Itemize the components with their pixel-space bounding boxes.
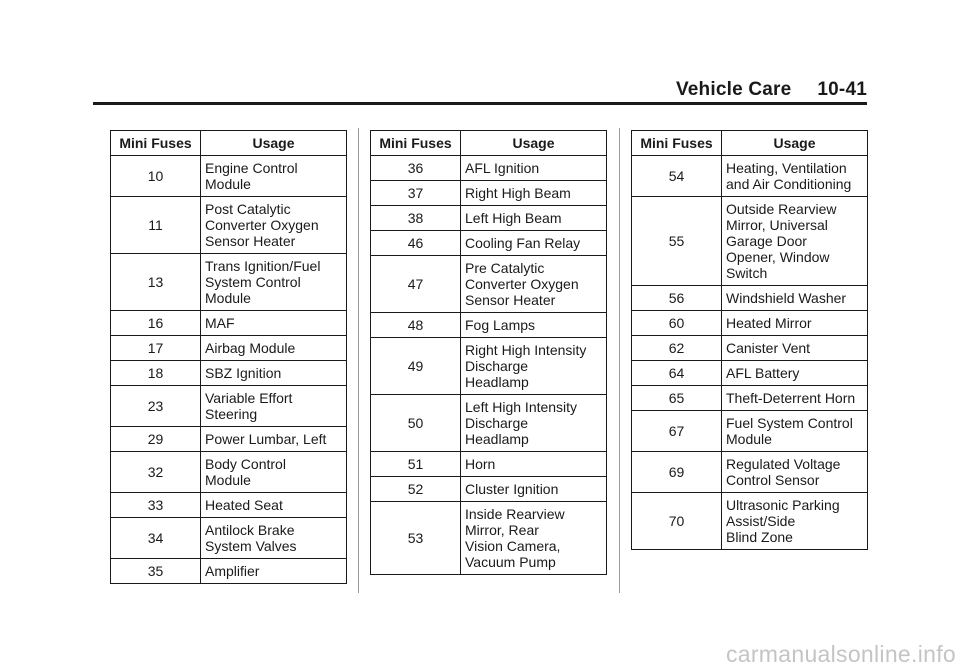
fuse-number: 53 <box>371 502 461 575</box>
table-row <box>371 502 607 575</box>
fuse-usage <box>201 427 347 452</box>
usage-line: SBZ Ignition <box>205 365 282 381</box>
usage-line: Engine Control <box>205 160 298 176</box>
fuse-usage <box>461 477 607 502</box>
usage-line: Sensor Heater <box>465 292 556 308</box>
usage-line: Left High Beam <box>465 210 562 226</box>
fuse-usage <box>461 395 607 452</box>
usage-line: System Valves <box>205 538 297 554</box>
usage-line: Blind Zone <box>726 529 793 545</box>
usage-line: MAF <box>205 315 235 331</box>
usage-line: Windshield Washer <box>726 290 847 306</box>
column-header-fuse: Mini Fuses <box>111 131 201 156</box>
table-header-row <box>632 131 868 156</box>
usage-line: Body Control <box>205 456 286 472</box>
usage-line: Regulated Voltage <box>726 456 841 472</box>
fuse-usage <box>722 197 868 286</box>
usage-line: Post Catalytic <box>205 201 291 217</box>
fuse-usage <box>722 311 868 336</box>
table-row <box>632 493 868 550</box>
table-row <box>111 427 347 452</box>
table-row <box>111 311 347 336</box>
usage-line: Airbag Module <box>205 340 296 356</box>
usage-line: Discharge <box>465 415 529 431</box>
usage-line: Headlamp <box>465 431 529 447</box>
page-number: 10-41 <box>817 79 867 100</box>
usage-line: Fog Lamps <box>465 317 536 333</box>
usage-line: Switch <box>726 265 768 281</box>
table-row <box>371 395 607 452</box>
watermark: carmanualsonline.info <box>725 641 956 667</box>
usage-line: Converter Oxygen <box>205 217 319 233</box>
usage-line: Theft-Deterrent Horn <box>726 390 856 406</box>
fuse-usage <box>722 156 868 197</box>
usage-line: Amplifier <box>205 563 260 579</box>
usage-line: Horn <box>465 456 496 472</box>
usage-line: Module <box>205 472 251 488</box>
fuse-number: 52 <box>371 477 461 502</box>
fuse-usage <box>461 313 607 338</box>
fuse-number: 47 <box>371 256 461 313</box>
usage-line: Heating, Ventilation <box>726 160 847 176</box>
column-header-usage: Usage <box>461 131 607 156</box>
usage-line: Right High Intensity <box>465 342 587 358</box>
fuse-usage <box>461 256 607 313</box>
table-row <box>632 361 868 386</box>
table-row <box>111 452 347 493</box>
fuse-usage <box>201 559 347 584</box>
column-divider <box>358 128 359 593</box>
table-row <box>632 286 868 311</box>
fuse-usage <box>722 361 868 386</box>
fuse-number: 35 <box>111 559 201 584</box>
fuse-number: 70 <box>632 493 722 550</box>
table-row <box>632 336 868 361</box>
table-row <box>632 452 868 493</box>
fuse-number: 23 <box>111 386 201 427</box>
table-row <box>111 518 347 559</box>
usage-line: Opener, Window <box>726 249 830 265</box>
fuse-usage <box>461 231 607 256</box>
header-rule <box>93 102 867 105</box>
fuse-number: 34 <box>111 518 201 559</box>
usage-line: Headlamp <box>465 374 529 390</box>
fuse-usage <box>461 181 607 206</box>
usage-line: Sensor Heater <box>205 233 296 249</box>
fuse-number: 17 <box>111 336 201 361</box>
column-header-usage: Usage <box>722 131 868 156</box>
usage-line: Heated Seat <box>205 497 283 513</box>
fuse-number: 50 <box>371 395 461 452</box>
usage-line: Inside Rearview <box>465 506 565 522</box>
column-header-fuse: Mini Fuses <box>632 131 722 156</box>
table-row <box>371 477 607 502</box>
fuse-usage <box>201 493 347 518</box>
fuse-usage <box>201 197 347 254</box>
table-row <box>111 361 347 386</box>
fuse-usage <box>722 336 868 361</box>
fuse-number: 67 <box>632 411 722 452</box>
table-header-row <box>111 131 347 156</box>
fuse-number: 60 <box>632 311 722 336</box>
usage-line: Variable Effort <box>205 390 293 406</box>
table-row <box>371 206 607 231</box>
page-header <box>676 79 867 101</box>
fuse-usage <box>722 386 868 411</box>
fuse-number: 33 <box>111 493 201 518</box>
usage-line: Module <box>726 431 772 447</box>
fuse-usage <box>461 338 607 395</box>
usage-line: Left High Intensity <box>465 399 578 415</box>
fuse-usage <box>201 518 347 559</box>
fuse-number: 32 <box>111 452 201 493</box>
usage-line: Pre Catalytic <box>465 260 545 276</box>
table-row <box>371 338 607 395</box>
usage-line: Right High Beam <box>465 185 571 201</box>
fuse-usage <box>722 411 868 452</box>
fuse-usage <box>201 361 347 386</box>
column-divider <box>619 128 620 593</box>
usage-line: Cluster Ignition <box>465 481 559 497</box>
usage-line: Fuel System Control <box>726 415 853 431</box>
fuse-number: 36 <box>371 156 461 181</box>
fuse-usage <box>461 502 607 575</box>
table-row <box>632 411 868 452</box>
fuse-number: 51 <box>371 452 461 477</box>
fuse-number: 11 <box>111 197 201 254</box>
usage-line: Vacuum Pump <box>465 554 556 570</box>
fuse-number: 16 <box>111 311 201 336</box>
usage-line: Module <box>205 176 251 192</box>
fuse-usage <box>201 254 347 311</box>
usage-line: Heated Mirror <box>726 315 812 331</box>
usage-line: Trans Ignition/Fuel <box>205 258 321 274</box>
fuse-number: 29 <box>111 427 201 452</box>
usage-line: Power Lumbar, Left <box>205 431 327 447</box>
fuse-number: 18 <box>111 361 201 386</box>
table-row <box>632 311 868 336</box>
fuse-usage <box>722 452 868 493</box>
table-row <box>111 197 347 254</box>
table-row <box>111 156 347 197</box>
usage-line: Mirror, Universal <box>726 217 828 233</box>
table-row <box>111 493 347 518</box>
mini-fuses-table-3 <box>631 130 868 550</box>
fuse-number: 69 <box>632 452 722 493</box>
table-row <box>111 254 347 311</box>
fuse-number: 13 <box>111 254 201 311</box>
fuse-usage <box>461 206 607 231</box>
usage-line: Ultrasonic Parking <box>726 497 840 513</box>
usage-line: Canister Vent <box>726 340 811 356</box>
usage-line: Garage Door <box>726 233 807 249</box>
fuse-usage <box>461 156 607 181</box>
fuse-usage <box>201 452 347 493</box>
fuse-number: 56 <box>632 286 722 311</box>
usage-line: Mirror, Rear <box>465 522 539 538</box>
table-row <box>371 452 607 477</box>
fuse-number: 38 <box>371 206 461 231</box>
usage-line: Converter Oxygen <box>465 276 579 292</box>
table-row <box>371 256 607 313</box>
fuse-number: 37 <box>371 181 461 206</box>
usage-line: Discharge <box>465 358 529 374</box>
table-row <box>371 181 607 206</box>
fuse-usage <box>201 336 347 361</box>
mini-fuses-table-2 <box>370 130 607 575</box>
usage-line: AFL Battery <box>726 365 800 381</box>
fuse-usage <box>461 452 607 477</box>
fuse-usage <box>201 156 347 197</box>
table-row <box>111 559 347 584</box>
column-header-fuse: Mini Fuses <box>371 131 461 156</box>
usage-line: Antilock Brake <box>205 522 295 538</box>
table-row <box>632 386 868 411</box>
usage-line: Vision Camera, <box>465 538 561 554</box>
table-row <box>632 156 868 197</box>
fuse-number: 55 <box>632 197 722 286</box>
table-row <box>371 156 607 181</box>
usage-line: AFL Ignition <box>465 160 540 176</box>
table-header-row <box>371 131 607 156</box>
fuse-number: 65 <box>632 386 722 411</box>
usage-line: Module <box>205 290 251 306</box>
table-row <box>632 197 868 286</box>
fuse-number: 54 <box>632 156 722 197</box>
fuse-usage <box>201 386 347 427</box>
section-title: Vehicle Care <box>675 79 792 100</box>
fuse-number: 10 <box>111 156 201 197</box>
fuse-number: 46 <box>371 231 461 256</box>
table-row <box>371 231 607 256</box>
fuse-number: 48 <box>371 313 461 338</box>
usage-line: Cooling Fan Relay <box>465 235 581 251</box>
fuse-usage <box>201 311 347 336</box>
usage-line: Steering <box>205 406 258 422</box>
fuse-usage <box>722 493 868 550</box>
usage-line: Control Sensor <box>726 472 820 488</box>
table-row <box>371 313 607 338</box>
fuse-number: 49 <box>371 338 461 395</box>
table-row <box>111 386 347 427</box>
usage-line: Assist/Side <box>726 513 796 529</box>
mini-fuses-table-1 <box>110 130 347 584</box>
table-row <box>111 336 347 361</box>
usage-line: and Air Conditioning <box>726 176 852 192</box>
fuse-usage <box>722 286 868 311</box>
fuse-number: 64 <box>632 361 722 386</box>
fuse-number: 62 <box>632 336 722 361</box>
usage-line: System Control <box>205 274 301 290</box>
column-header-usage: Usage <box>201 131 347 156</box>
usage-line: Outside Rearview <box>726 201 837 217</box>
